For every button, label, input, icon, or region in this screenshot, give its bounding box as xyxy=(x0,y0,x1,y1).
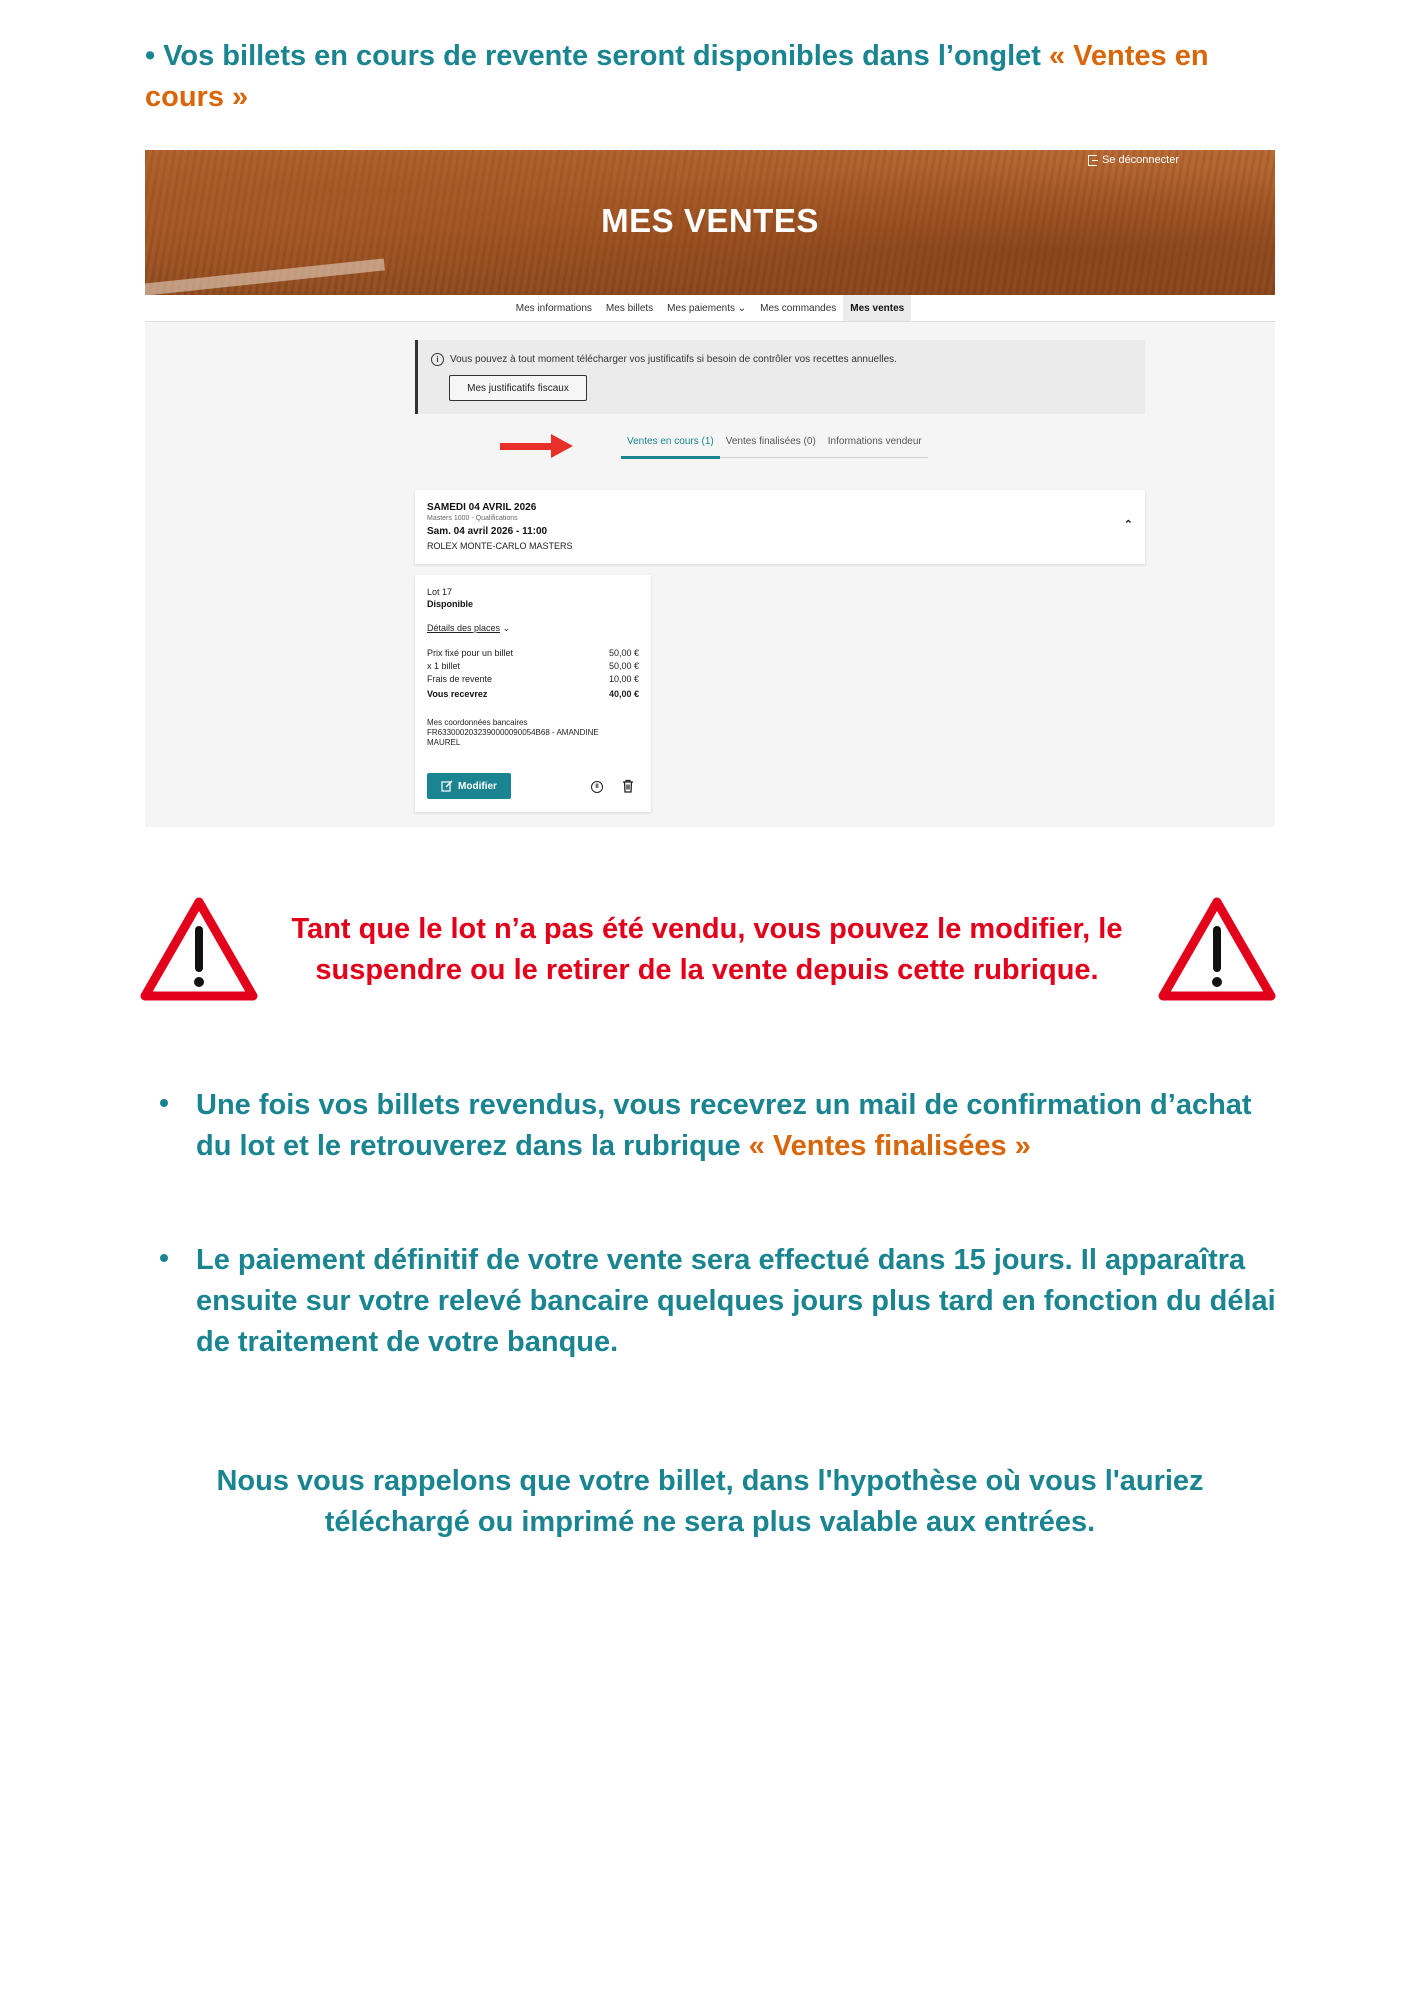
warning-icon xyxy=(140,896,258,1002)
quantity-row-value: 50,00 € xyxy=(608,661,639,671)
bank-iban: FR6330002032390000090054B68 - AMANDINE xyxy=(427,728,599,737)
nav-mes-informations[interactable]: Mes informations xyxy=(515,302,592,314)
warning-line-2: suspendre ou le retirer de la vente depuis cette rubrique. xyxy=(315,954,1099,986)
event-date-time: Sam. 04 avril 2026 - 11:00 xyxy=(427,526,548,537)
pause-icon[interactable]: II xyxy=(591,781,603,793)
account-nav xyxy=(145,295,1275,322)
bank-label: Mes coordonnées bancaires xyxy=(427,718,528,727)
warning-icon xyxy=(1158,896,1276,1002)
chevron-up-icon[interactable]: ⌃ xyxy=(1123,519,1133,531)
warning-line-1: Tant que le lot n’a pas été vendu, vous pouvez le modifier, le xyxy=(291,913,1123,945)
price-row-label: Prix fixé pour un billet xyxy=(427,648,514,658)
bullet1-highlight: « Ventes finalisées » xyxy=(748,1130,1031,1162)
arrow-icon xyxy=(500,443,556,450)
info-text: Vous pouvez à tout moment télécharger vos justificatifs si besoin de contrôler vos recettes annuelles. xyxy=(450,354,897,365)
fees-row-label: Frais de revente xyxy=(427,674,493,684)
arrow-head xyxy=(551,434,573,458)
logout-label: Se déconnecter xyxy=(1101,154,1179,166)
bank-holder: MAUREL xyxy=(427,738,461,747)
bullet2-text: Le paiement définitif de votre vente sera effectué dans 15 jours. Il apparaîtra ensuite sur votre relevé bancaire quelques jours plus tard en fonction du délai de traitement de votre banque. xyxy=(196,1244,1276,1358)
trash-icon[interactable] xyxy=(622,779,634,793)
page-title: MES VENTES xyxy=(601,202,819,239)
fees-row-value: 10,00 € xyxy=(608,674,639,684)
intro-highlight: « Ventes en cours » xyxy=(145,40,1209,113)
bullet1-text: Une fois vos billets revendus, vous recevrez un mail de confirmation d’achat du lot et le retrouverez dans la rubrique xyxy=(196,1089,1252,1162)
lot-status: Disponible xyxy=(427,599,474,609)
nav-mes-paiements[interactable]: Mes paiements ⌄ xyxy=(667,302,747,314)
logout-link[interactable] xyxy=(1088,154,1179,166)
reminder-line-2: téléchargé ou imprimé ne sera plus valable aux entrées. xyxy=(324,1506,1096,1538)
lot-card xyxy=(415,575,651,812)
chevron-down-icon: ⌄ xyxy=(502,623,511,633)
fiscal-documents-button[interactable]: Mes justificatifs fiscaux xyxy=(449,375,587,401)
event-venue: ROLEX MONTE-CARLO MASTERS xyxy=(427,541,573,551)
nav-mes-ventes[interactable]: Mes ventes xyxy=(843,295,911,321)
tab-informations-vendeur[interactable]: Informations vendeur xyxy=(827,436,922,447)
bullet-dot xyxy=(160,1254,168,1262)
reminder-line-1: Nous vous rappelons que votre billet, dans l'hypothèse où vous l'auriez xyxy=(216,1465,1204,1497)
warning-message xyxy=(262,909,1152,991)
sales-tabs xyxy=(621,436,928,458)
tab-ventes-en-cours[interactable]: Ventes en cours (1) xyxy=(621,436,720,457)
reminder-paragraph xyxy=(145,1461,1275,1543)
modify-label: Modifier xyxy=(458,780,497,792)
logout-icon xyxy=(1088,155,1097,166)
receive-row-value: 40,00 € xyxy=(608,689,639,699)
nav-mes-billets[interactable]: Mes billets xyxy=(605,302,654,314)
intro-paragraph xyxy=(145,36,1275,118)
intro-text: • Vos billets en cours de revente seront disponibles dans l’onglet xyxy=(145,40,1049,72)
lot-number: Lot 17 xyxy=(427,587,453,597)
fiscal-info-box xyxy=(415,340,1145,414)
seat-details-link[interactable] xyxy=(427,623,510,634)
court-line xyxy=(145,258,385,297)
receive-row-label: Vous recevrez xyxy=(427,689,488,699)
event-day: SAMEDI 04 AVRIL 2026 xyxy=(427,502,537,513)
quantity-row-label: x 1 billet xyxy=(427,661,461,671)
event-card[interactable] xyxy=(415,490,1145,564)
bullet-text xyxy=(196,1085,1276,1167)
embedded-screenshot xyxy=(145,150,1275,827)
nav-mes-commandes[interactable]: Mes commandes xyxy=(760,302,837,314)
bullet-dot xyxy=(160,1099,168,1107)
clay-banner xyxy=(145,150,1275,295)
edit-icon xyxy=(441,780,453,792)
info-icon: i xyxy=(431,353,444,366)
event-subtitle: Masters 1000 - Qualifications xyxy=(427,515,518,522)
tab-ventes-finalisees[interactable]: Ventes finalisées (0) xyxy=(725,436,816,447)
price-row-value: 50,00 € xyxy=(608,648,639,658)
seat-details-label: Détails des places xyxy=(427,623,501,633)
modify-button[interactable] xyxy=(427,773,511,799)
